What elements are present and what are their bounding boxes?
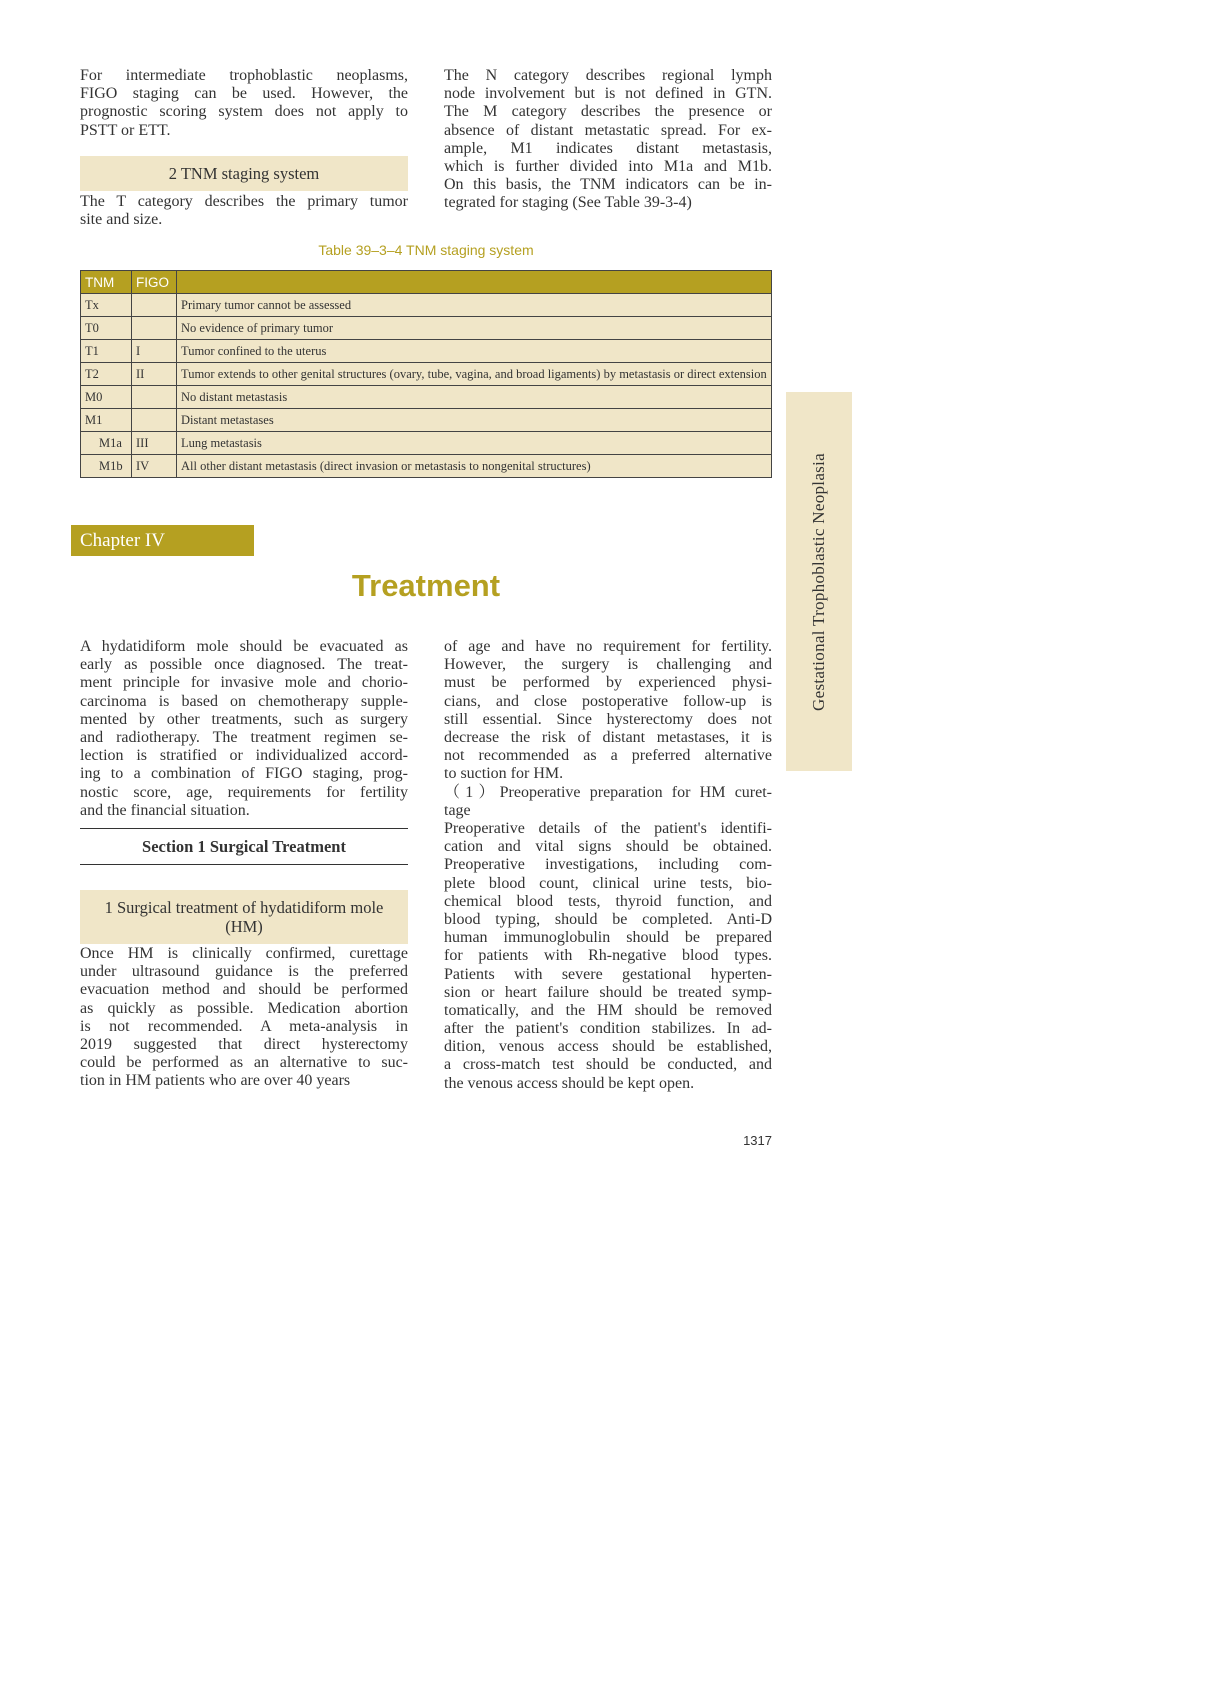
text-line: ment principle for invasive mole and chorio- <box>80 674 408 692</box>
table-row <box>81 409 772 432</box>
top-left-para <box>80 67 408 140</box>
cell-description: Distant metastases <box>177 409 772 432</box>
text-line: tomatically, and the HM should be removed <box>444 1001 772 1019</box>
chapter-title: Treatment <box>351 568 501 603</box>
cell-tnm: T1 <box>81 340 132 363</box>
text-line: which is further divided into M1a and M1b. <box>444 157 772 175</box>
text-line: must be performed by experienced physi- <box>444 674 772 692</box>
cell-figo: II <box>132 363 177 386</box>
text-line: The N category describes regional lymph <box>444 67 772 84</box>
table-row <box>81 317 772 340</box>
text-line: plete blood count, clinical urine tests, bio- <box>444 874 772 892</box>
text-line: carcinoma is based on chemotherapy supple- <box>80 692 408 710</box>
page-number: 1317 <box>743 1133 772 1148</box>
side-tab-label: Gestational Trophoblastic Neoplasia <box>809 452 828 711</box>
text-line: Patients with severe gestational hyperten- <box>444 965 772 983</box>
text-line: ing to a combination of FIGO staging, prog- <box>80 765 408 783</box>
text-line: after the patient's condition stabilizes. In ad- <box>444 1020 772 1038</box>
text-line: 2019 suggested that direct hysterectomy <box>80 1035 408 1053</box>
header-figo: FIGO <box>132 271 177 294</box>
text-line: of age and have no requirement for fertility. <box>444 638 772 655</box>
cell-tnm: M0 <box>81 386 132 409</box>
text-line: and the financial situation. <box>80 801 250 819</box>
side-tab <box>786 392 852 771</box>
table-header-row <box>81 271 772 294</box>
text-line: and radiotherapy. The treatment regimen se- <box>80 728 408 746</box>
text-line: On this basis, the TNM indicators can be in- <box>444 176 772 194</box>
text-line: for patients with Rh-negative blood types. <box>444 947 772 965</box>
header-tnm: TNM <box>81 271 132 294</box>
text-line: However, the surgery is challenging and <box>444 656 772 674</box>
preop-heading <box>444 784 772 820</box>
top-left-para2 <box>80 193 408 229</box>
cell-figo: IV <box>132 455 177 478</box>
text-line: mented by other treatments, such as surgery <box>80 710 408 728</box>
text-line: chemical blood tests, thyroid function, and <box>444 892 772 910</box>
text-line: cation and vital signs should be obtained. <box>444 838 772 856</box>
text-line: under ultrasound guidance is the preferred <box>80 963 408 981</box>
text-line: still essential. Since hysterectomy does not <box>444 710 772 728</box>
chapter-label: Chapter IV <box>71 525 254 556</box>
text-line: ample, M1 indicates distant metastasis, <box>444 139 772 157</box>
subheading-tnm <box>80 156 408 191</box>
text-line: Once HM is clinically confirmed, curettage <box>80 945 408 962</box>
text-line: A hydatidiform mole should be evacuated as <box>80 638 408 655</box>
cell-figo <box>132 409 177 432</box>
cell-description: All other distant metastasis (direct invasion or metastasis to nongenital structures) <box>177 455 772 478</box>
cell-description: Primary tumor cannot be assessed <box>177 294 772 317</box>
text-line: to suction for HM. <box>444 765 564 783</box>
text-line: lection is stratified or individualized accord- <box>80 747 408 765</box>
table-row <box>81 455 772 478</box>
cell-description: Lung metastasis <box>177 432 772 455</box>
table-row <box>81 363 772 386</box>
text-line: prognostic scoring system does not apply to <box>80 103 408 121</box>
cell-figo: I <box>132 340 177 363</box>
text-line: decrease the risk of distant metastases, it is <box>444 728 772 746</box>
text-line: evacuation method and should be performed <box>80 981 408 999</box>
cell-description: No distant metastasis <box>177 386 772 409</box>
text-line: not recommended as a preferred alternative <box>444 747 772 765</box>
table-caption: Table 39–3–4 TNM staging system <box>318 242 534 258</box>
bottom-right-para3 <box>444 820 772 1093</box>
text-line: nostic score, age, requirements for fertility <box>80 783 408 801</box>
text-line: early as possible once diagnosed. The treat- <box>80 656 408 674</box>
text-line: dition, venous access should be established, <box>444 1038 772 1056</box>
text-line: a cross-match test should be conducted, and <box>444 1056 772 1074</box>
text-line: could be performed as an alternative to suc- <box>80 1054 408 1072</box>
cell-tnm: T2 <box>81 363 132 386</box>
text-line: sion or heart failure should be treated symp- <box>444 983 772 1001</box>
text-line: the venous access should be kept open. <box>444 1074 695 1092</box>
top-right-para <box>444 67 772 213</box>
subheading-line: (HM) <box>225 917 263 936</box>
cell-tnm: M1 <box>81 409 132 432</box>
table-row <box>81 294 772 317</box>
text-line: FIGO staging can be used. However, the <box>80 85 408 103</box>
text-line: human immunoglobulin should be prepared <box>444 929 772 947</box>
table-row <box>81 432 772 455</box>
text-line: blood typing, should be completed. Anti-D <box>444 910 772 928</box>
text-line: node involvement but is not defined in GTN. <box>444 85 772 103</box>
subheading-text: 2 TNM staging system <box>168 164 320 183</box>
tnm-table <box>80 270 772 478</box>
text-line: The T category describes the primary tumor <box>80 193 408 210</box>
bottom-left-para2 <box>80 945 408 1091</box>
cell-figo: III <box>132 432 177 455</box>
subheading-hm <box>80 890 408 944</box>
header-description <box>177 271 772 294</box>
text-line: tegrated for staging (See Table 39-3-4) <box>444 194 692 212</box>
cell-tnm: M1a <box>81 432 132 455</box>
text-line: is not recommended. A meta-analysis in <box>80 1017 408 1035</box>
text-line: The M category describes the presence or <box>444 103 772 121</box>
text-line: cians, and close postoperative follow-up is <box>444 692 772 710</box>
bottom-left-para <box>80 638 408 820</box>
text-line: （1）Preoperative preparation for HM curet- <box>444 783 772 801</box>
text-line: Preoperative details of the patient's identifi- <box>444 820 772 837</box>
text-line: site and size. <box>80 211 163 229</box>
section-heading: Section 1 Surgical Treatment <box>80 828 408 865</box>
text-line: tion in HM patients who are over 40 years <box>80 1072 351 1090</box>
cell-description: Tumor confined to the uterus <box>177 340 772 363</box>
cell-tnm: Tx <box>81 294 132 317</box>
cell-figo <box>132 294 177 317</box>
cell-figo <box>132 386 177 409</box>
table-row <box>81 386 772 409</box>
cell-tnm: T0 <box>81 317 132 340</box>
cell-description: No evidence of primary tumor <box>177 317 772 340</box>
text-line: PSTT or ETT. <box>80 121 171 139</box>
table-row <box>81 340 772 363</box>
bottom-right-para <box>444 638 772 784</box>
subheading-line: 1 Surgical treatment of hydatidiform mole <box>104 898 384 917</box>
text-line: tage <box>444 801 471 819</box>
text-line: absence of distant metastatic spread. For ex- <box>444 121 772 139</box>
cell-figo <box>132 317 177 340</box>
text-line: For intermediate trophoblastic neoplasms, <box>80 67 408 84</box>
cell-description: Tumor extends to other genital structures (ovary, tube, vagina, and broad ligaments) by metastasis or direct extension <box>177 363 772 386</box>
text-line: as quickly as possible. Medication abortion <box>80 999 408 1017</box>
cell-tnm: M1b <box>81 455 132 478</box>
text-line: Preoperative investigations, including com- <box>444 856 772 874</box>
